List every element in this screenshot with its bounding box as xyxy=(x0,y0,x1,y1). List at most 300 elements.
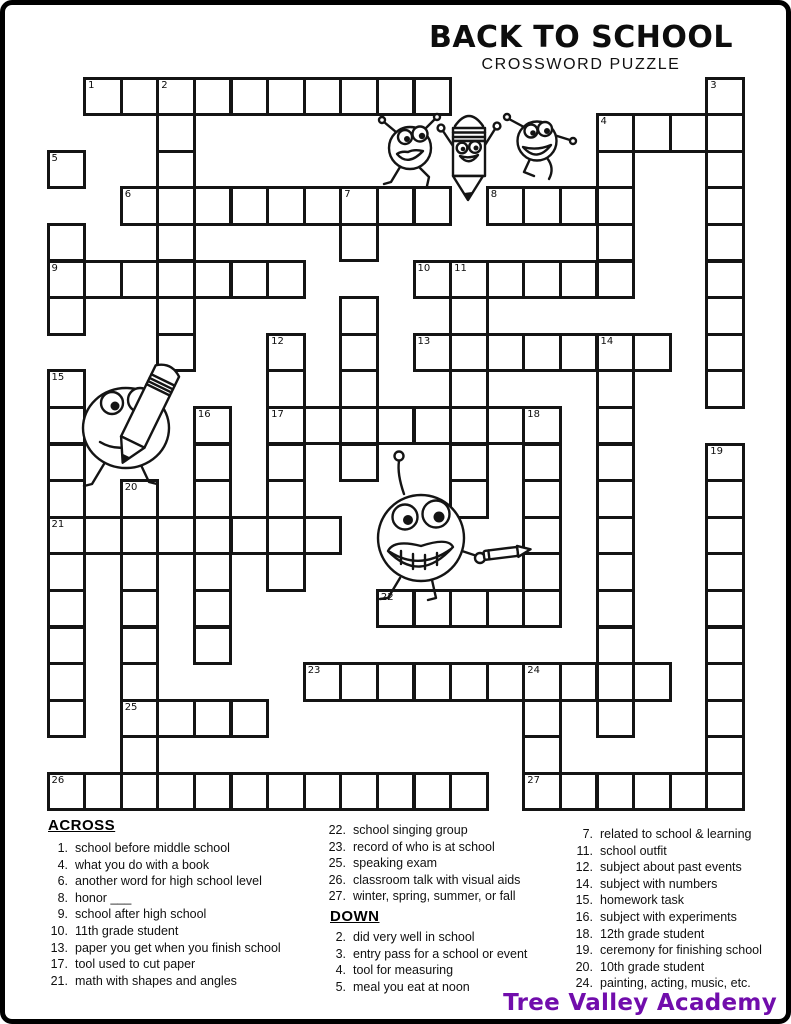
grid-cell[interactable] xyxy=(596,406,636,446)
grid-cell[interactable] xyxy=(522,735,562,775)
down-clue-list-continued xyxy=(568,826,786,992)
grid-cell-26[interactable] xyxy=(47,772,87,812)
grid-cell[interactable] xyxy=(632,772,672,812)
grid-cell[interactable] xyxy=(193,772,233,812)
grid-cell[interactable] xyxy=(156,260,196,300)
grid-cell[interactable] xyxy=(120,772,160,812)
clue-text: painting, acting, music, etc. xyxy=(600,976,751,991)
grid-cell[interactable] xyxy=(596,552,636,592)
clue-item xyxy=(568,909,786,926)
grid-cell[interactable] xyxy=(156,150,196,190)
grid-cell[interactable] xyxy=(47,552,87,592)
clue-number: 26. xyxy=(328,872,346,887)
cell-number: 18 xyxy=(527,408,541,420)
grid-cell[interactable] xyxy=(449,333,489,373)
grid-cell[interactable] xyxy=(156,113,196,153)
grid-cell[interactable] xyxy=(120,552,160,592)
cell-number: 27 xyxy=(527,774,541,786)
grid-cell[interactable] xyxy=(47,296,87,336)
clue-number: 18. xyxy=(575,926,593,941)
grid-cell[interactable] xyxy=(669,113,709,153)
clue-number: 8. xyxy=(57,890,68,905)
clue-number: 19. xyxy=(575,943,593,958)
grid-cell[interactable] xyxy=(156,699,196,739)
clue-text: related to school & learning xyxy=(600,827,752,841)
across-clue-list-continued xyxy=(322,822,570,905)
cell-number: 16 xyxy=(197,408,211,420)
grid-cell[interactable] xyxy=(413,589,453,629)
clue-item xyxy=(322,929,570,946)
clue-item xyxy=(322,822,570,839)
clue-text: another word for high school level xyxy=(75,874,262,889)
clue-text: entry pass for a school or event xyxy=(353,946,528,961)
grid-cell[interactable] xyxy=(705,589,745,629)
grid-cell-19[interactable] xyxy=(705,443,745,483)
grid-cell-22[interactable] xyxy=(376,589,416,629)
cell-number: 3 xyxy=(710,79,717,91)
grid-cell[interactable] xyxy=(230,260,270,300)
clue-text: meal you eat at noon xyxy=(353,979,470,994)
grid-cell[interactable] xyxy=(120,77,160,117)
cell-number: 1 xyxy=(88,79,95,91)
clue-item xyxy=(568,959,786,976)
grid-cell-4[interactable] xyxy=(596,113,636,153)
clue-item xyxy=(322,855,570,872)
grid-cell[interactable] xyxy=(156,516,196,556)
cell-number: 12 xyxy=(271,335,284,347)
grid-cell[interactable] xyxy=(449,296,489,336)
grid-cell-24[interactable] xyxy=(522,662,562,702)
clue-number: 6. xyxy=(57,874,68,889)
grid-cell[interactable] xyxy=(705,662,745,702)
grid-cell-20[interactable] xyxy=(120,479,160,519)
grid-cell[interactable] xyxy=(193,699,233,739)
grid-cell[interactable] xyxy=(705,223,745,263)
grid-cell[interactable] xyxy=(193,516,233,556)
grid-cell[interactable] xyxy=(47,589,87,629)
grid-cell[interactable] xyxy=(522,589,562,629)
grid-cell[interactable] xyxy=(376,772,416,812)
clue-text: honor ___ xyxy=(75,890,132,905)
grid-cell-18[interactable] xyxy=(522,406,562,446)
clue-text: classroom talk with visual aids xyxy=(353,872,521,887)
clue-item xyxy=(568,876,786,893)
grid-cell[interactable] xyxy=(120,589,160,629)
clue-item xyxy=(322,946,570,963)
clue-number: 3. xyxy=(335,946,346,961)
grid-cell[interactable] xyxy=(47,406,87,446)
grid-cell[interactable] xyxy=(596,186,636,226)
grid-cell[interactable] xyxy=(156,333,196,373)
grid-cell[interactable] xyxy=(339,296,379,336)
grid-cell[interactable] xyxy=(376,406,416,446)
grid-cell[interactable] xyxy=(596,223,636,263)
page-title: BACK TO SCHOOL xyxy=(428,20,734,55)
grid-cell[interactable] xyxy=(120,626,160,666)
grid-cell[interactable] xyxy=(705,333,745,373)
cell-number: 8 xyxy=(490,189,498,201)
clue-number: 22. xyxy=(328,823,346,837)
grid-cell[interactable] xyxy=(449,662,489,702)
grid-cell[interactable] xyxy=(413,772,453,812)
clue-text: school after high school xyxy=(75,907,207,922)
clue-number: 12. xyxy=(575,860,593,875)
grid-cell-21[interactable] xyxy=(47,516,87,556)
grid-cell[interactable] xyxy=(339,77,379,117)
grid-cell[interactable] xyxy=(266,479,306,519)
grid-cell[interactable] xyxy=(83,772,123,812)
grid-cell[interactable] xyxy=(339,662,379,702)
grid-cell[interactable] xyxy=(596,516,636,556)
clue-item xyxy=(322,962,570,979)
grid-cell[interactable] xyxy=(486,589,526,629)
grid-cell[interactable] xyxy=(596,589,636,629)
grid-cell[interactable] xyxy=(486,662,526,702)
clue-text: subject about past events xyxy=(600,860,742,875)
grid-cell-9[interactable] xyxy=(47,260,87,300)
clue-text: speaking exam xyxy=(353,856,438,871)
grid-cell[interactable] xyxy=(266,260,306,300)
grid-cell-2[interactable] xyxy=(156,77,196,117)
grid-cell[interactable] xyxy=(705,369,745,409)
grid-cell[interactable] xyxy=(193,260,233,300)
grid-cell[interactable] xyxy=(83,260,123,300)
grid-cell[interactable] xyxy=(266,552,306,592)
grid-cell[interactable] xyxy=(449,772,489,812)
down-header: DOWN xyxy=(330,907,380,925)
grid-cell[interactable] xyxy=(193,552,233,592)
grid-cell[interactable] xyxy=(449,443,489,483)
cell-number: 5 xyxy=(51,152,58,164)
grid-cell[interactable] xyxy=(303,772,343,812)
grid-cell-27[interactable] xyxy=(522,772,562,812)
grid-cell-1[interactable] xyxy=(83,77,123,117)
clue-item xyxy=(46,873,322,890)
grid-cell[interactable] xyxy=(449,369,489,409)
clue-number: 5. xyxy=(335,979,346,994)
clue-text: did very well in school xyxy=(353,929,475,944)
clue-item xyxy=(46,890,322,907)
grid-cell[interactable] xyxy=(47,479,87,519)
clue-text: 12th grade student xyxy=(600,926,705,941)
cell-number: 19 xyxy=(710,445,724,457)
grid-cell[interactable] xyxy=(230,186,270,226)
clue-text: ceremony for finishing school xyxy=(600,943,762,958)
grid-cell[interactable] xyxy=(596,626,636,666)
grid-cell-15[interactable] xyxy=(47,369,87,409)
across-header: ACROSS xyxy=(48,817,116,834)
clue-number: 1. xyxy=(57,841,68,855)
grid-cell[interactable] xyxy=(522,443,562,483)
cell-number: 26 xyxy=(51,774,65,786)
clue-text: what you do with a book xyxy=(75,857,210,872)
grid-cell[interactable] xyxy=(376,662,416,702)
clue-number: 7. xyxy=(582,827,593,841)
grid-cell[interactable] xyxy=(303,186,343,226)
clues-column-1 xyxy=(46,817,322,989)
clue-text: school before middle school xyxy=(75,841,230,855)
grid-cell[interactable] xyxy=(705,552,745,592)
pencil-writing-character-icon xyxy=(83,361,181,486)
clue-number: 27. xyxy=(328,889,346,904)
cell-number: 23 xyxy=(307,665,321,677)
grid-cell-12[interactable] xyxy=(266,333,306,373)
clue-text: school outfit xyxy=(600,843,667,858)
grid-cell[interactable] xyxy=(559,260,599,300)
grid-cell[interactable] xyxy=(596,369,636,409)
grid-cell[interactable] xyxy=(156,772,196,812)
grid-cell[interactable] xyxy=(486,406,526,446)
clue-text: tool used to cut paper xyxy=(75,957,196,972)
grid-cell[interactable] xyxy=(47,443,87,483)
grid-cell-11[interactable] xyxy=(449,260,489,300)
cell-number: 11 xyxy=(454,262,467,274)
clue-text: school singing group xyxy=(353,823,468,837)
grid-cell[interactable] xyxy=(596,699,636,739)
grid-cell[interactable] xyxy=(559,186,599,226)
grid-cell[interactable] xyxy=(669,772,709,812)
grid-cell[interactable] xyxy=(596,443,636,483)
grid-cell[interactable] xyxy=(413,406,453,446)
grid-cell[interactable] xyxy=(193,479,233,519)
grid-cell[interactable] xyxy=(705,699,745,739)
clue-item xyxy=(46,857,322,874)
grid-cell[interactable] xyxy=(230,699,270,739)
clue-item xyxy=(568,892,786,909)
grid-cell[interactable] xyxy=(230,516,270,556)
grid-cell[interactable] xyxy=(596,150,636,190)
cell-number: 25 xyxy=(124,701,138,713)
clue-text: tool for measuring xyxy=(353,963,454,978)
grid-cell[interactable] xyxy=(47,223,87,263)
clue-text: subject with experiments xyxy=(600,909,737,924)
grid-cell[interactable] xyxy=(596,772,636,812)
grid-cell[interactable] xyxy=(522,260,562,300)
clue-item xyxy=(46,973,322,990)
clue-text: record of who is at school xyxy=(353,839,495,854)
grid-cell-7[interactable] xyxy=(339,186,379,226)
grid-cell[interactable] xyxy=(193,77,233,117)
grid-cell[interactable] xyxy=(596,479,636,519)
jumping-kid-right-icon xyxy=(504,114,576,179)
clue-item xyxy=(568,843,786,860)
clue-number: 14. xyxy=(575,876,593,891)
clue-item xyxy=(46,923,322,940)
grid-cell[interactable] xyxy=(413,186,453,226)
grid-cell[interactable] xyxy=(559,333,599,373)
clue-number: 23. xyxy=(328,839,346,854)
clue-number: 4. xyxy=(57,857,68,872)
down-clue-list xyxy=(322,929,570,995)
clue-text: homework task xyxy=(600,893,685,908)
grid-cell[interactable] xyxy=(522,552,562,592)
cell-number: 6 xyxy=(124,189,132,201)
grid-cell[interactable] xyxy=(266,443,306,483)
cell-number: 9 xyxy=(51,262,58,274)
grid-cell[interactable] xyxy=(705,479,745,519)
grid-cell[interactable] xyxy=(266,186,306,226)
grid-cell[interactable] xyxy=(156,186,196,226)
cell-number: 20 xyxy=(124,482,138,494)
grid-cell[interactable] xyxy=(632,113,672,153)
clue-item xyxy=(46,906,322,923)
clue-text: math with shapes and angles xyxy=(75,973,237,988)
cell-number: 4 xyxy=(600,116,607,128)
grid-cell[interactable] xyxy=(120,516,160,556)
grid-cell[interactable] xyxy=(156,296,196,336)
clue-text: winter, spring, summer, or fall xyxy=(353,889,516,904)
grid-cell-6[interactable] xyxy=(120,186,160,226)
grid-cell[interactable] xyxy=(522,186,562,226)
grid-cell[interactable] xyxy=(120,260,160,300)
grid-cell[interactable] xyxy=(705,516,745,556)
clue-number: 16. xyxy=(575,909,593,924)
grid-cell[interactable] xyxy=(705,260,745,300)
grid-cell[interactable] xyxy=(559,662,599,702)
grid-cell[interactable] xyxy=(230,772,270,812)
grid-cell[interactable] xyxy=(339,223,379,263)
jumping-kid-left-icon xyxy=(379,114,440,186)
grid-cell-3[interactable] xyxy=(705,77,745,117)
clues-column-2 xyxy=(322,822,570,995)
grid-cell[interactable] xyxy=(303,516,343,556)
grid-cell[interactable] xyxy=(559,772,599,812)
grid-cell[interactable] xyxy=(339,369,379,409)
grid-cell[interactable] xyxy=(632,333,672,373)
grid-cell[interactable] xyxy=(522,333,562,373)
clue-text: 10th grade student xyxy=(600,959,705,974)
grid-cell[interactable] xyxy=(449,479,489,519)
grid-cell-16[interactable] xyxy=(193,406,233,446)
clue-number: 15. xyxy=(575,893,593,908)
cell-number: 13 xyxy=(417,335,431,347)
grid-cell[interactable] xyxy=(449,406,489,446)
grid-cell[interactable] xyxy=(303,406,343,446)
grid-cell[interactable] xyxy=(120,662,160,702)
branding: Tree Valley Academy xyxy=(503,990,777,1016)
grid-cell[interactable] xyxy=(266,772,306,812)
cell-number: 24 xyxy=(527,665,541,677)
grid-cell[interactable] xyxy=(705,113,745,153)
clue-item xyxy=(568,826,786,843)
clues-column-3 xyxy=(568,826,786,992)
clue-number: 24. xyxy=(575,976,593,991)
clue-item xyxy=(322,888,570,905)
cell-number: 15 xyxy=(51,372,65,384)
cell-number: 14 xyxy=(600,335,614,347)
grid-cell[interactable] xyxy=(486,333,526,373)
grid-cell[interactable] xyxy=(47,662,87,702)
grid-cell[interactable] xyxy=(156,223,196,263)
grid-cell[interactable] xyxy=(705,296,745,336)
grid-cell[interactable] xyxy=(193,589,233,629)
clue-item xyxy=(568,926,786,943)
clue-number: 11. xyxy=(576,843,593,858)
cell-number: 22 xyxy=(380,591,394,603)
grid-cell[interactable] xyxy=(449,589,489,629)
clue-number: 20. xyxy=(575,959,593,974)
clue-text: subject with numbers xyxy=(600,876,718,891)
grid-cell-5[interactable] xyxy=(47,150,87,190)
clue-number: 21. xyxy=(50,973,68,988)
grid-cell-25[interactable] xyxy=(120,699,160,739)
grid-cell[interactable] xyxy=(632,662,672,702)
clue-number: 17. xyxy=(50,957,68,972)
grid-cell[interactable] xyxy=(486,260,526,300)
grid-cell-13[interactable] xyxy=(413,333,453,373)
clue-item xyxy=(568,942,786,959)
grid-cell-10[interactable] xyxy=(413,260,453,300)
cell-number: 7 xyxy=(344,189,351,201)
clue-item xyxy=(568,859,786,876)
grid-cell-23[interactable] xyxy=(303,662,343,702)
grid-cell[interactable] xyxy=(522,479,562,519)
grid-cell[interactable] xyxy=(413,662,453,702)
grid-cell[interactable] xyxy=(596,260,636,300)
grid-cell-8[interactable] xyxy=(486,186,526,226)
grid-cell[interactable] xyxy=(266,516,306,556)
header xyxy=(420,22,742,74)
grid-cell[interactable] xyxy=(193,626,233,666)
grid-cell[interactable] xyxy=(705,626,745,666)
grid-cell[interactable] xyxy=(83,516,123,556)
clue-number: 10. xyxy=(50,923,68,938)
clue-text: paper you get when you finish school xyxy=(75,940,281,955)
grid-cell[interactable] xyxy=(376,186,416,226)
clue-number: 9. xyxy=(57,907,68,922)
grid-cell[interactable] xyxy=(376,77,416,117)
clue-number: 13. xyxy=(50,940,68,955)
grid-cell[interactable] xyxy=(705,735,745,775)
grid-cell[interactable] xyxy=(266,369,306,409)
grid-cell[interactable] xyxy=(339,333,379,373)
grid-cell[interactable] xyxy=(193,186,233,226)
clue-item xyxy=(46,956,322,973)
grid-cell[interactable] xyxy=(596,662,636,702)
grid-cell[interactable] xyxy=(339,406,379,446)
grid-cell[interactable] xyxy=(705,186,745,226)
grid-cell[interactable] xyxy=(266,77,306,117)
grid-cell[interactable] xyxy=(230,77,270,117)
grid-cell[interactable] xyxy=(303,77,343,117)
grid-cell[interactable] xyxy=(339,772,379,812)
clue-number: 25. xyxy=(328,856,346,871)
cell-number: 10 xyxy=(417,262,431,274)
grid-cell[interactable] xyxy=(47,626,87,666)
grid-cell[interactable] xyxy=(522,699,562,739)
cell-number: 21 xyxy=(51,518,65,530)
grid-cell[interactable] xyxy=(522,516,562,556)
grid-cell[interactable] xyxy=(413,77,453,117)
clue-number: 4. xyxy=(335,963,346,978)
cell-number: 17 xyxy=(271,408,284,420)
grid-cell-17[interactable] xyxy=(266,406,306,446)
grid-cell[interactable] xyxy=(339,443,379,483)
grid-cell[interactable] xyxy=(47,699,87,739)
grid-cell[interactable] xyxy=(120,735,160,775)
across-clue-list xyxy=(46,840,322,989)
cell-number: 2 xyxy=(161,79,168,91)
grid-cell[interactable] xyxy=(193,443,233,483)
clue-item xyxy=(46,840,322,857)
clue-number: 2. xyxy=(335,929,346,944)
page-subtitle: CROSSWORD PUZZLE xyxy=(481,55,681,73)
grid-cell[interactable] xyxy=(705,772,745,812)
grid-cell-14[interactable] xyxy=(596,333,636,373)
grid-cell[interactable] xyxy=(705,150,745,190)
clue-item xyxy=(322,839,570,856)
clue-item xyxy=(46,940,322,957)
